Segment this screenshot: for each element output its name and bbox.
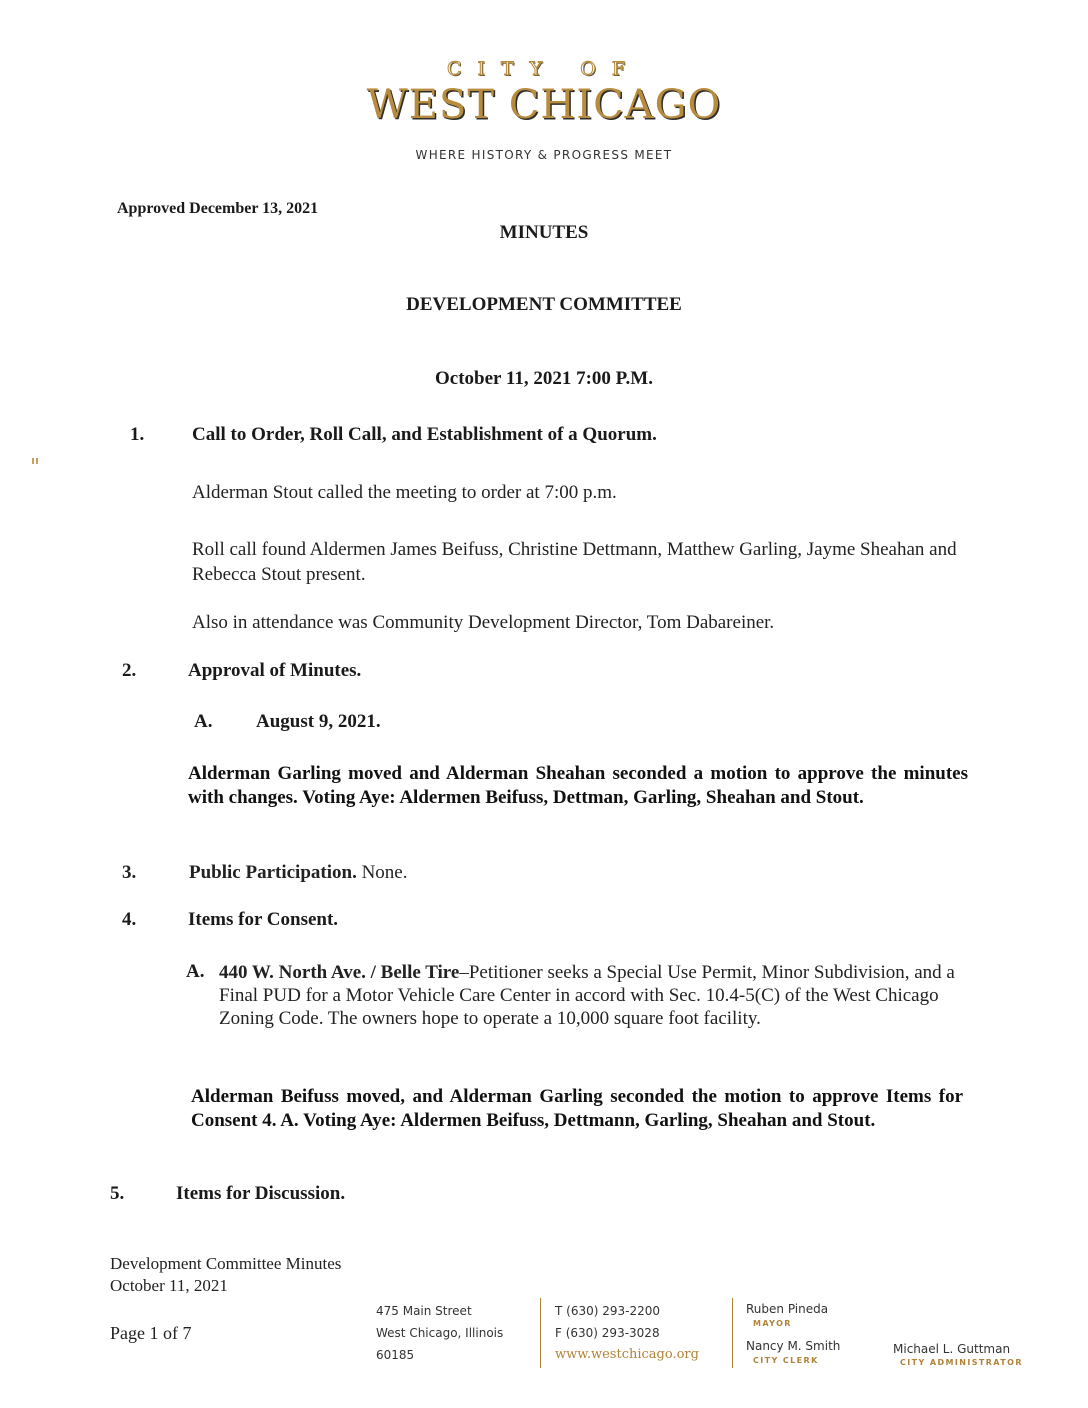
footer-admin-role: CITY ADMINISTRATOR (900, 1358, 1023, 1367)
letterhead-tagline: WHERE HISTORY & PROGRESS MEET (415, 148, 673, 162)
approved-date: Approved December 13, 2021 (117, 200, 319, 217)
section-1-para-1: Alderman Stout called the meeting to order at 7:00 p.m. (192, 482, 617, 503)
footer-clerk-name: Nancy M. Smith (746, 1339, 841, 1353)
section-3-rest: None. (356, 862, 408, 883)
footer-page-number: Page 1 of 7 (110, 1323, 192, 1343)
section-4a-body (219, 961, 964, 1030)
letterhead-city-of: CITY OF (446, 58, 642, 80)
meeting-date: October 11, 2021 7:00 P.M. (435, 368, 653, 389)
footer-clerk-role: CITY CLERK (753, 1356, 819, 1365)
section-3-number-text: 3. (122, 862, 137, 883)
minutes-heading: MINUTES (499, 222, 589, 243)
section-1-para-3: Also in attendance was Community Development Director, Tom Dabareiner. (192, 612, 775, 633)
address-line-3: 60185 (376, 1348, 415, 1362)
footer-fax: F (630) 293-3028 (555, 1326, 660, 1340)
section-4a-label: A. (186, 961, 205, 982)
section-1-number: 1. (130, 424, 145, 445)
committee-heading: DEVELOPMENT COMMITTEE (406, 294, 682, 315)
section-2-number: 2. (122, 660, 137, 681)
section-3-line (189, 860, 407, 885)
section-3-title: Public Participation. (189, 862, 357, 883)
footer-address (376, 1300, 503, 1366)
section-3-number (122, 860, 136, 885)
section-5-number: 5. (110, 1183, 125, 1204)
section-4a-text: –Petitioner seeks a Special Use Permit, Minor Subdivision, and a Final PUD for a Motor Vehicle Care Center in accord with Sec. 10.4-5(C) of the West Chicago Zoning Code. The owners hope to operate a 10,000 square foot facility. (219, 962, 955, 1029)
footer-mayor-role: MAYOR (753, 1319, 792, 1328)
footer-doc-date: October 11, 2021 (110, 1276, 228, 1295)
section-5-title: Items for Discussion. (176, 1183, 346, 1204)
footer-contact (555, 1300, 699, 1366)
section-2a-title: August 9, 2021. (256, 711, 381, 732)
section-2a-label: A. (194, 711, 213, 732)
address-line-1: 475 Main Street (376, 1304, 472, 1318)
section-4a-title: 440 W. North Ave. / Belle Tire (219, 962, 460, 983)
section-4-title: Items for Consent. (188, 909, 339, 930)
footer-phone: T (630) 293-2200 (555, 1304, 660, 1318)
section-4-number: 4. (122, 909, 137, 930)
margin-mark (32, 458, 38, 464)
section-1-title: Call to Order, Roll Call, and Establishment of a Quorum. (192, 424, 657, 445)
footer-doc-title: Development Committee Minutes (110, 1254, 342, 1273)
footer-divider-1 (540, 1298, 541, 1368)
section-4-motion: Alderman Beifuss moved, and Alderman Garling seconded the motion to approve Items for Consent 4. A. Voting Aye: Aldermen Beifuss, Dettmann, Garling, Sheahan and Stout. (191, 1086, 963, 1131)
section-1-para-2: Roll call found Aldermen James Beifuss, Christine Dettmann, Matthew Garling, Jayme Sheahan and Rebecca Stout present. (192, 539, 957, 585)
section-2-motion: Alderman Garling moved and Alderman Sheahan seconded a motion to approve the minutes with changes. Voting Aye: Aldermen Beifuss, Dettman, Garling, Sheahan and Stout. (188, 763, 968, 808)
footer-divider-2 (732, 1298, 733, 1368)
letterhead-city-name: WEST CHICAGO (366, 82, 722, 128)
footer-admin-name: Michael L. Guttman (893, 1342, 1011, 1356)
section-2-title: Approval of Minutes. (188, 660, 362, 681)
footer-website-link[interactable]: www.westchicago.org (555, 1347, 699, 1362)
address-line-2: West Chicago, Illinois (376, 1326, 504, 1340)
footer-mayor-name: Ruben Pineda (746, 1302, 829, 1316)
